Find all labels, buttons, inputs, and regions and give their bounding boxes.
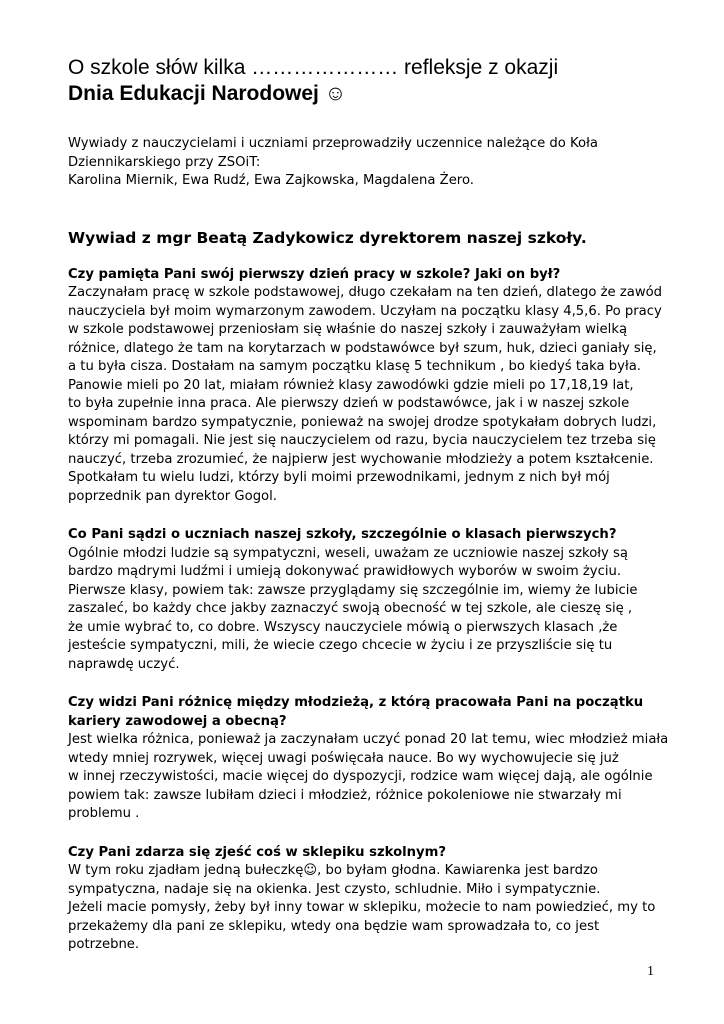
answer-line: Panowie mieli po 20 lat, miałam również klasy zawodówki gdzie mieli po 17,18,19 lat, bbox=[68, 377, 634, 393]
answer-line: Pierwsze klasy, powiem tak: zawsze przyglądamy się szczególnie im, wiemy że lubicie bbox=[68, 582, 638, 598]
answer-line: w szkole podstawowej przeniosłam się właśnie do naszej szkoły i zauważyłam wielką bbox=[68, 322, 628, 337]
answer-line: w innej rzeczywistości, macie więcej do dyspozycji, rodzice wam więcej dają, ale ogólnie bbox=[68, 769, 653, 784]
title-line-2: Dnia Edukacji Narodowej ☺ bbox=[68, 82, 347, 105]
answer bbox=[68, 284, 668, 506]
answer bbox=[68, 545, 668, 675]
answer-line: problemu . bbox=[68, 806, 140, 821]
answer-line: Ogólnie młodzi ludzie są sympatyczni, weseli, uważam ze uczniowie naszej szkoły są bbox=[68, 545, 628, 561]
answer-line: nauczyć, trzeba zrozumieć, że najpierw jest wychowanie młodzieży a potem kształcenie. bbox=[68, 451, 654, 467]
answer-line: nauczyciela był moim wymarzonym zawodem. Uczyłam na początku klasy 4,5,6. Po pracy bbox=[68, 303, 662, 319]
document-page bbox=[68, 55, 668, 955]
qa-block bbox=[68, 694, 668, 824]
answer-line: to była zupełnie inna praca. Ale pierwszy dzień w podstawówce, jak i w naszej szkole bbox=[68, 396, 630, 411]
answer-line: wspominam bardzo sympatycznie, ponieważ na swojej drodze spotykałam dobrych ludzi, bbox=[68, 414, 657, 430]
question-line: kariery zawodowej a obecną? bbox=[68, 713, 287, 729]
answer-line: W tym roku zjadłam jedną bułeczkę☺, bo byłam głodna. Kawiarenka jest bardzo bbox=[68, 863, 598, 878]
answer-line: że umie wybrać to, co dobre. Wszyscy nauczyciele mówią o pierwszych klasach ,że bbox=[68, 619, 618, 635]
question bbox=[68, 694, 668, 731]
question bbox=[68, 844, 668, 863]
answer-line: poprzednik pan dyrektor Gogol. bbox=[68, 488, 277, 504]
page-number: 1 bbox=[647, 964, 654, 979]
answer-line: powiem tak: zawsze lubiłam dzieci i młodzież, różnice pokoleniowe nie stwarzały mi bbox=[68, 787, 622, 803]
question bbox=[68, 526, 668, 545]
title-line-1: O szkole słów kilka ………………… refleksje z okazji bbox=[68, 56, 559, 79]
qa-block bbox=[68, 844, 668, 955]
qa-block bbox=[68, 526, 668, 674]
answer-line: Spotkałam tu wielu ludzi, którzy byli moimi przewodnikami, jednym z nich był mój bbox=[68, 470, 610, 485]
question-line: Czy pamięta Pani swój pierwszy dzień pracy w szkole? Jaki on był? bbox=[68, 266, 561, 282]
intro-line: Wywiady z nauczycielami i uczniami przeprowadziły uczennice należące do Koła bbox=[68, 136, 598, 151]
answer-line: bardzo mądrymi ludźmi i umieją dokonywać prawidłowych wyborów w swoim życiu. bbox=[68, 564, 622, 579]
intro-paragraph bbox=[68, 135, 668, 191]
answer-line: Jeżeli macie pomysły, żeby był inny towar w sklepiku, możecie to nam powiedzieć, my to bbox=[68, 900, 656, 915]
answer bbox=[68, 862, 668, 955]
answer-line: Jest wielka różnica, ponieważ ja zaczynałam uczyć ponad 20 lat temu, wiec młodzież miała bbox=[68, 732, 669, 747]
question-line: Czy widzi Pani różnicę między młodzieżą, z którą pracowała Pani na początku bbox=[68, 695, 644, 710]
answer-line: Zaczynałam pracę w szkole podstawowej, długo czekałam na ten dzień, dlatego że zawód bbox=[68, 285, 663, 300]
qa-block bbox=[68, 266, 668, 507]
answer-line: wtedy mniej rozrywek, więcej uwagi poświęcała nauce. Bo wy wychowujecie się już bbox=[68, 750, 619, 766]
question-line: Czy Pani zdarza się zjeść coś w sklepiku szkolnym? bbox=[68, 844, 447, 860]
answer bbox=[68, 731, 668, 824]
answer-line: jesteście sympatyczni, mili, że wiecie czego chcecie w życiu i ze przyszliście się tu bbox=[68, 638, 613, 653]
answer-line: naprawdę uczyć. bbox=[68, 656, 180, 672]
intro-line: Karolina Miernik, Ewa Rudź, Ewa Zajkowska, Magdalena Żero. bbox=[68, 173, 474, 188]
answer-line: różnice, dlatego że tam na korytarzach w podstawówce był szum, huk, dzieci ganiały się, bbox=[68, 340, 657, 356]
answer-line: a tu była cisza. Dostałam na samym początku klasę 5 technikum , bo kiedyś taka była. bbox=[68, 359, 641, 374]
answer-line: zaszaleć, bo każdy chce jakby zaznaczyć swoją obecność w tej szkole, ale cieszę się , bbox=[68, 601, 633, 616]
answer-line: którzy mi pomagali. Nie jest się nauczycielem od razu, bycia nauczycielem tez trzeba się bbox=[68, 433, 656, 448]
qa-list bbox=[68, 266, 668, 955]
question bbox=[68, 266, 668, 285]
interview-heading: Wywiad z mgr Beatą Zadykowicz dyrektorem naszej szkoły. bbox=[68, 228, 587, 247]
question-line: Co Pani sądzi o uczniach naszej szkoły, szczególnie o klasach pierwszych? bbox=[68, 527, 617, 542]
answer-line: sympatyczna, nadaje się na okienka. Jest czysto, schludnie. Miło i sympatycznie. bbox=[68, 881, 601, 897]
intro-line: Dziennikarskiego przy ZSOiT: bbox=[68, 154, 261, 170]
answer-line: potrzebne. bbox=[68, 937, 140, 952]
answer-line: przekażemy dla pani ze sklepiku, wtedy ona będzie wam sprowadzała to, co jest bbox=[68, 918, 600, 934]
